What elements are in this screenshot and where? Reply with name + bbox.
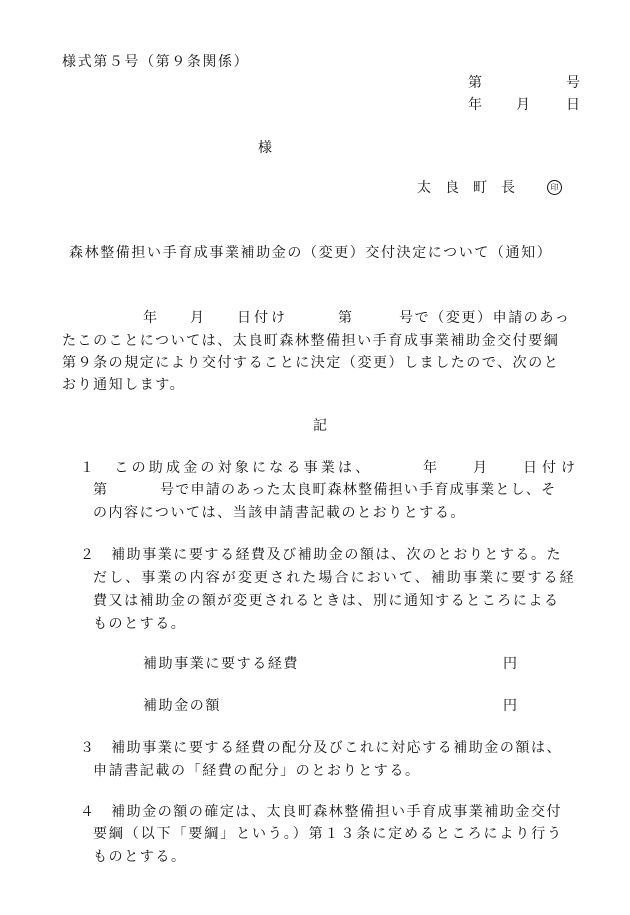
intro-line3: 第９条の規定により交付することに決定（変更）しましたので、次のと	[62, 355, 560, 371]
item2-line2: だし、事業の内容が変更された場合において、補助事業に要する経	[93, 570, 576, 586]
intro-month: 月	[190, 310, 207, 326]
date-year: 年	[468, 97, 485, 113]
amount-label: 補助金の額	[143, 698, 221, 714]
intro-year: 年	[143, 310, 160, 326]
addressee-honorific: 様	[258, 140, 275, 156]
item1-day: 日付け	[523, 460, 580, 476]
item1-no: 第	[93, 482, 110, 498]
form-number: 様式第５号（第９条関係）	[62, 54, 250, 70]
intro-day: 日付け	[237, 310, 288, 326]
date-month: 月	[516, 97, 533, 113]
item4-line3: ものとする。	[93, 849, 187, 865]
date-day: 日	[566, 97, 583, 113]
item1-line3: の内容については、当該申請書記載のとおりとする。	[93, 505, 466, 521]
item3-line2: 申請書記載の「経費の配分」のとおりとする。	[93, 763, 421, 779]
cost-unit: 円	[503, 656, 520, 672]
doc-number-suffix: 号	[566, 75, 583, 91]
cost-label: 補助事業に要する経費	[143, 656, 299, 672]
item2-line1: ２ 補助事業に要する経費及び補助金の額は、次のとおりとする。た	[80, 547, 563, 563]
item2-line4: ものとする。	[93, 616, 187, 632]
item4-line2: 要綱（以下「要綱」という。）第１３条に定めるところにより行う	[93, 826, 563, 842]
item1-year: 年	[423, 460, 440, 476]
doc-number-prefix: 第	[468, 75, 485, 91]
item1-line1-head: １ この助成金の対象になる事業は、	[80, 460, 373, 476]
sender-name: 太 良 町 長	[417, 180, 515, 196]
item3-line1: ３ 補助事業に要する経費の配分及びこれに対応する補助金の額は、	[80, 740, 563, 756]
intro-no: 第	[338, 310, 355, 326]
ki-heading: 記	[313, 418, 330, 434]
amount-unit: 円	[503, 698, 520, 714]
document-title: 森林整備担い手育成事業補助金の（変更）交付決定について（通知）	[69, 245, 553, 261]
item1-month: 月	[473, 460, 490, 476]
intro-line1-rest: 号で（変更）申請のあっ	[399, 310, 571, 326]
item4-line1: ４ 補助金の額の確定は、太良町森林整備担い手育成事業補助金交付	[80, 804, 563, 820]
seal-mark: 印	[547, 180, 562, 195]
intro-line2: たこのことについては、太良町森林整備担い手育成事業補助金交付要綱	[62, 333, 560, 349]
item1-line2-rest: 号で申請のあった太良町森林整備担い手育成事業とし、そ	[160, 482, 557, 498]
intro-line4: おり通知します。	[62, 377, 186, 393]
item2-line3: 費又は補助金の額が変更されるときは、別に通知するところによる	[93, 593, 560, 609]
